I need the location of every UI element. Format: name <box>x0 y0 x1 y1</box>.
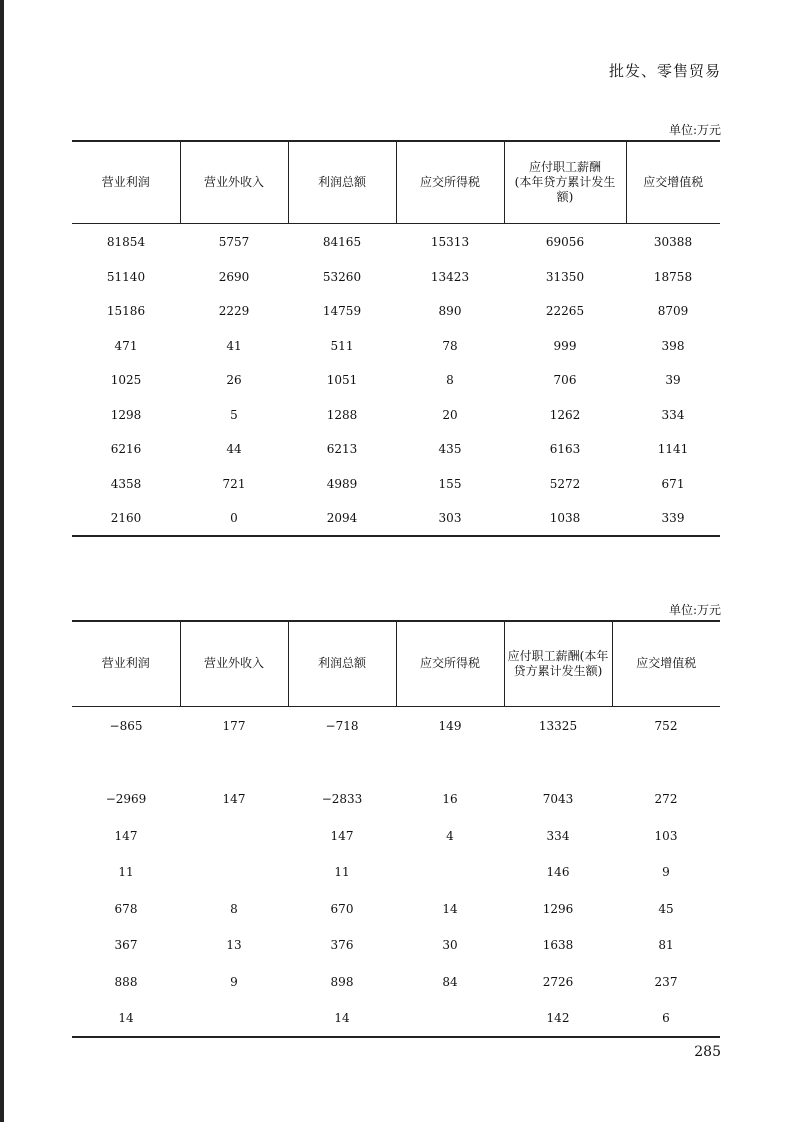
table2-cell <box>72 745 180 782</box>
table1-cell: 2229 <box>218 304 250 319</box>
table1-col-header: 营业外收入 <box>180 141 288 223</box>
table2-cell: −2833 <box>321 792 363 807</box>
table1-cell: 339 <box>661 510 685 525</box>
table2-cell: 1638 <box>542 938 574 953</box>
table2-cell: 81 <box>658 938 674 953</box>
table1-body <box>72 223 720 536</box>
table2-cell: 45 <box>658 901 674 916</box>
table2-col-header: 利润总额 <box>288 621 396 706</box>
table1-cell: 511 <box>330 338 354 353</box>
table1-row <box>72 363 720 398</box>
table1-cell: 6213 <box>326 442 358 457</box>
table1-cell: 39 <box>665 373 681 388</box>
table2-cell: 177 <box>222 718 246 733</box>
table2-cell <box>180 1000 288 1037</box>
table1-cell: 5 <box>230 407 238 422</box>
table1-row <box>72 294 720 329</box>
table2-cell: 1296 <box>542 901 574 916</box>
table2-cell: 237 <box>654 974 678 989</box>
table1-cell: 706 <box>553 373 577 388</box>
table2-cell: 2726 <box>542 974 574 989</box>
table1 <box>72 140 720 537</box>
table1-cell: 18758 <box>653 269 693 284</box>
table2-cell: 376 <box>330 938 354 953</box>
table2-cell: 142 <box>546 1010 570 1025</box>
table2-cell <box>504 745 612 782</box>
table1-cell: 2160 <box>110 510 142 525</box>
table1-cell: 81854 <box>106 234 146 249</box>
table1-cell: 721 <box>222 476 246 491</box>
table2-cell: 16 <box>442 792 458 807</box>
table2-cell: 670 <box>330 901 354 916</box>
table1-cell: 6163 <box>549 442 581 457</box>
table2-cell: 13325 <box>538 718 578 733</box>
table2-cell: 14 <box>118 1010 134 1025</box>
table2-cell: 103 <box>654 828 678 843</box>
table1-cell: 53260 <box>322 269 362 284</box>
table1-col-header: 应交所得税 <box>396 141 504 223</box>
table1-cell: 14759 <box>322 304 362 319</box>
page-number: 285 <box>694 1044 721 1060</box>
table1-col-header: 营业利润 <box>101 174 150 189</box>
table1-cell: 51140 <box>106 269 146 284</box>
table1-cell: 999 <box>553 338 577 353</box>
table1-cell: 471 <box>114 338 138 353</box>
table1-cell: 84165 <box>322 234 362 249</box>
table2-row <box>72 1000 720 1037</box>
table1-cell: 435 <box>438 442 462 457</box>
table2-cell <box>612 745 720 782</box>
table1-cell: 69056 <box>545 234 585 249</box>
table2-cell <box>180 818 288 855</box>
table1-cell: 13423 <box>430 269 470 284</box>
table2-row <box>72 854 720 891</box>
table1-row <box>72 223 720 260</box>
table1-cell: 1288 <box>326 407 358 422</box>
table2-col-header: 应交增值税 <box>612 621 720 706</box>
table1-cell: 15186 <box>106 304 146 319</box>
table1-cell: 1298 <box>110 407 142 422</box>
table2-cell: 147 <box>330 828 354 843</box>
table1-cell: 20 <box>442 407 458 422</box>
table1-cell: 890 <box>438 304 462 319</box>
table2-cell: 4 <box>446 828 454 843</box>
table1-unit-label: 单位:万元 <box>668 123 721 137</box>
table2-cell: 11 <box>118 865 134 880</box>
table2-row <box>72 706 720 745</box>
table1-cell: 30388 <box>653 234 693 249</box>
table2-row <box>72 964 720 1001</box>
table1-cell: 31350 <box>545 269 585 284</box>
table2-cell: 13 <box>226 938 242 953</box>
table2-cell: 898 <box>330 974 354 989</box>
table2-cell: −718 <box>325 718 359 733</box>
table1-cell: 1141 <box>657 442 689 457</box>
table2-cell <box>396 745 504 782</box>
table1-row <box>72 329 720 364</box>
table1-cell: 4358 <box>110 476 142 491</box>
table1-cell: 671 <box>661 476 685 491</box>
table1-cell: 1038 <box>549 510 581 525</box>
table2-col-header: 营业利润 <box>101 656 150 671</box>
table2 <box>72 620 720 1038</box>
running-header-title: 批发、零售贸易 <box>608 62 721 80</box>
table2-cell: 147 <box>222 792 246 807</box>
table1-cell: 398 <box>661 338 685 353</box>
table2-row <box>72 927 720 964</box>
table1-cell: 1051 <box>326 373 358 388</box>
table2-cell <box>288 745 396 782</box>
table1-cell: 1262 <box>549 407 581 422</box>
table2-cell: 7043 <box>542 792 574 807</box>
table2-cell: 149 <box>438 718 462 733</box>
table1-row <box>72 260 720 295</box>
table1-cell: 5272 <box>549 476 581 491</box>
table2-cell <box>396 854 504 891</box>
table2-cell: 272 <box>654 792 678 807</box>
table2-cell: 367 <box>114 938 138 953</box>
table2-cell: 752 <box>654 718 678 733</box>
table2-header-row <box>72 621 720 706</box>
table2-cell: −2969 <box>105 792 147 807</box>
table2-cell: −865 <box>109 718 143 733</box>
table1-row <box>72 398 720 433</box>
table2-cell: 146 <box>546 865 570 880</box>
table1-col-header: 应付职工薪酬 (本年贷方累计发生额) <box>504 141 626 223</box>
table1-cell: 1025 <box>110 373 142 388</box>
table2-col-header: 营业外收入 <box>180 621 288 706</box>
table2-cell: 84 <box>442 974 458 989</box>
table1-cell: 15313 <box>430 234 470 249</box>
table2-cell: 9 <box>230 974 238 989</box>
table1-row <box>72 467 720 502</box>
table1-cell: 8 <box>446 373 454 388</box>
table2-body <box>72 706 720 1037</box>
table1-cell: 5757 <box>218 234 250 249</box>
table2-col-header: 应交所得税 <box>396 621 504 706</box>
table1-row <box>72 432 720 467</box>
table2-cell: 6 <box>662 1010 670 1025</box>
table2-cell: 11 <box>334 865 350 880</box>
table2-cell: 14 <box>334 1010 350 1025</box>
table1-cell: 155 <box>438 476 462 491</box>
table2-row <box>72 781 720 818</box>
table1-cell: 4989 <box>326 476 358 491</box>
table2-row <box>72 891 720 928</box>
table2-cell: 678 <box>114 901 138 916</box>
table1-cell: 44 <box>226 442 242 457</box>
table2-row <box>72 818 720 855</box>
table2-row <box>72 745 720 782</box>
table1-cell: 303 <box>438 510 462 525</box>
table2-cell: 14 <box>442 901 458 916</box>
table2-unit-label: 单位:万元 <box>668 603 721 617</box>
table2-cell <box>180 854 288 891</box>
table2-cell <box>396 1000 504 1037</box>
table2-col-header: 应付职工薪酬(本年 贷方累计发生额) <box>504 621 612 706</box>
table2-cell: 147 <box>114 828 138 843</box>
table2-cell: 30 <box>442 938 458 953</box>
table1-cell: 22265 <box>545 304 585 319</box>
page-spine-edge <box>0 0 4 1122</box>
table1-cell: 2094 <box>326 510 358 525</box>
table1-cell: 26 <box>226 373 242 388</box>
table1-cell: 8709 <box>657 304 689 319</box>
table2-cell: 8 <box>230 901 238 916</box>
table2-cell: 9 <box>662 865 670 880</box>
table1-cell: 334 <box>661 407 685 422</box>
table1-cell: 2690 <box>218 269 250 284</box>
table1-col-header: 利润总额 <box>288 141 396 223</box>
table1-cell: 0 <box>230 510 238 525</box>
table1-col-header: 应交增值税 <box>626 141 720 223</box>
table2-cell: 334 <box>546 828 570 843</box>
table1-cell: 41 <box>226 338 242 353</box>
table1-row <box>72 501 720 536</box>
table1-header-row <box>72 141 720 223</box>
table1-cell: 78 <box>442 338 458 353</box>
table1-cell: 6216 <box>110 442 142 457</box>
table2-cell <box>180 745 288 782</box>
table2-cell: 888 <box>114 974 138 989</box>
